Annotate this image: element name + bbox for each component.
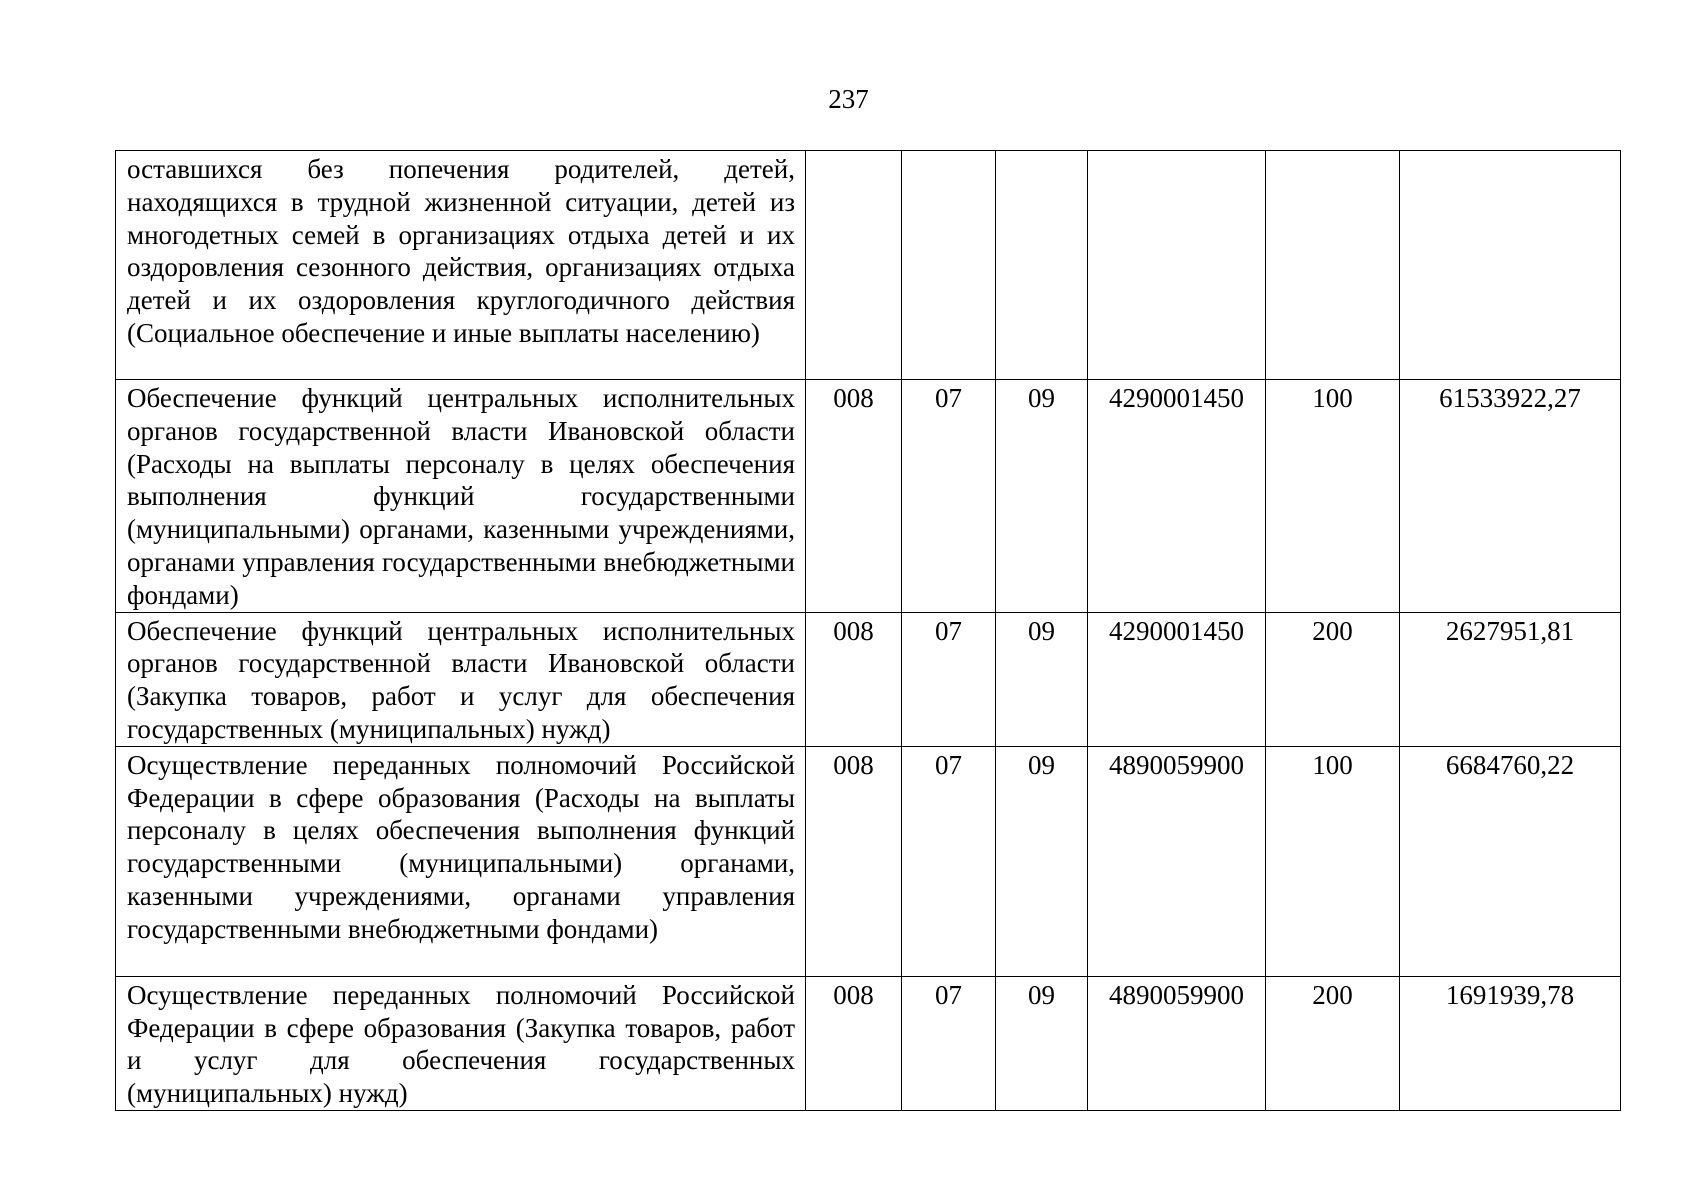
row-expense-type: 100 xyxy=(1266,380,1400,613)
row-expense-type xyxy=(1266,151,1400,380)
row-expense-type: 100 xyxy=(1266,746,1400,976)
row-expense-type: 200 xyxy=(1266,612,1400,746)
table-row xyxy=(116,612,1621,746)
row-subsection-code: 09 xyxy=(996,746,1088,976)
row-target-article: 4290001450 xyxy=(1088,612,1266,746)
row-subsection-code xyxy=(996,151,1088,380)
budget-table xyxy=(115,150,1621,1111)
row-section-code: 07 xyxy=(902,380,996,613)
table-row xyxy=(116,151,1621,380)
row-description: Осуществление переданных полномочий Российской Федерации в сфере образования (Закупка товаров, работ и услуг для обеспечения государственных (муниципальных) нужд) xyxy=(116,976,806,1110)
page-number: 237 xyxy=(828,84,869,114)
row-ministry-code xyxy=(806,151,902,380)
row-section-code xyxy=(902,151,996,380)
row-ministry-code: 008 xyxy=(806,612,902,746)
row-ministry-code: 008 xyxy=(806,746,902,976)
row-amount: 61533922,27 xyxy=(1400,380,1621,613)
row-section-code: 07 xyxy=(902,746,996,976)
row-amount: 6684760,22 xyxy=(1400,746,1621,976)
table-row xyxy=(116,976,1621,1110)
row-amount: 2627951,81 xyxy=(1400,612,1621,746)
row-expense-type: 200 xyxy=(1266,976,1400,1110)
row-subsection-code: 09 xyxy=(996,612,1088,746)
table-row xyxy=(116,380,1621,613)
table-row xyxy=(116,746,1621,976)
row-description: Осуществление переданных полномочий Российской Федерации в сфере образования (Расходы на выплаты персоналу в целях обеспечения выполнения функций государственными (муниципальными) органами, казенными учреждениями, органами управления государственными внебюджетными фондами) xyxy=(116,746,806,976)
row-ministry-code: 008 xyxy=(806,380,902,613)
row-subsection-code: 09 xyxy=(996,976,1088,1110)
row-description: оставшихся без попечения родителей, детей, находящихся в трудной жизненной ситуации, детей из многодетных семей в организациях отдыха детей и их оздоровления сезонного действия, организациях отдыха детей и их оздоровления круглогодичного действия (Социальное обеспечение и иные выплаты населению) xyxy=(116,151,806,380)
row-description: Обеспечение функций центральных исполнительных органов государственной власти Ивановской области (Закупка товаров, работ и услуг для обеспечения государственных (муниципальных) нужд) xyxy=(116,612,806,746)
row-subsection-code: 09 xyxy=(996,380,1088,613)
row-ministry-code: 008 xyxy=(806,976,902,1110)
row-amount xyxy=(1400,151,1621,380)
row-amount: 1691939,78 xyxy=(1400,976,1621,1110)
row-target-article: 4890059900 xyxy=(1088,976,1266,1110)
row-target-article: 4890059900 xyxy=(1088,746,1266,976)
row-section-code: 07 xyxy=(902,612,996,746)
row-target-article xyxy=(1088,151,1266,380)
row-section-code: 07 xyxy=(902,976,996,1110)
row-description: Обеспечение функций центральных исполнительных органов государственной власти Ивановской области (Расходы на выплаты персоналу в целях обеспечения выполнения функций государственными (муниципальными) органами, казенными учреждениями, органами управления государственными внебюджетными фондами) xyxy=(116,380,806,613)
row-target-article: 4290001450 xyxy=(1088,380,1266,613)
